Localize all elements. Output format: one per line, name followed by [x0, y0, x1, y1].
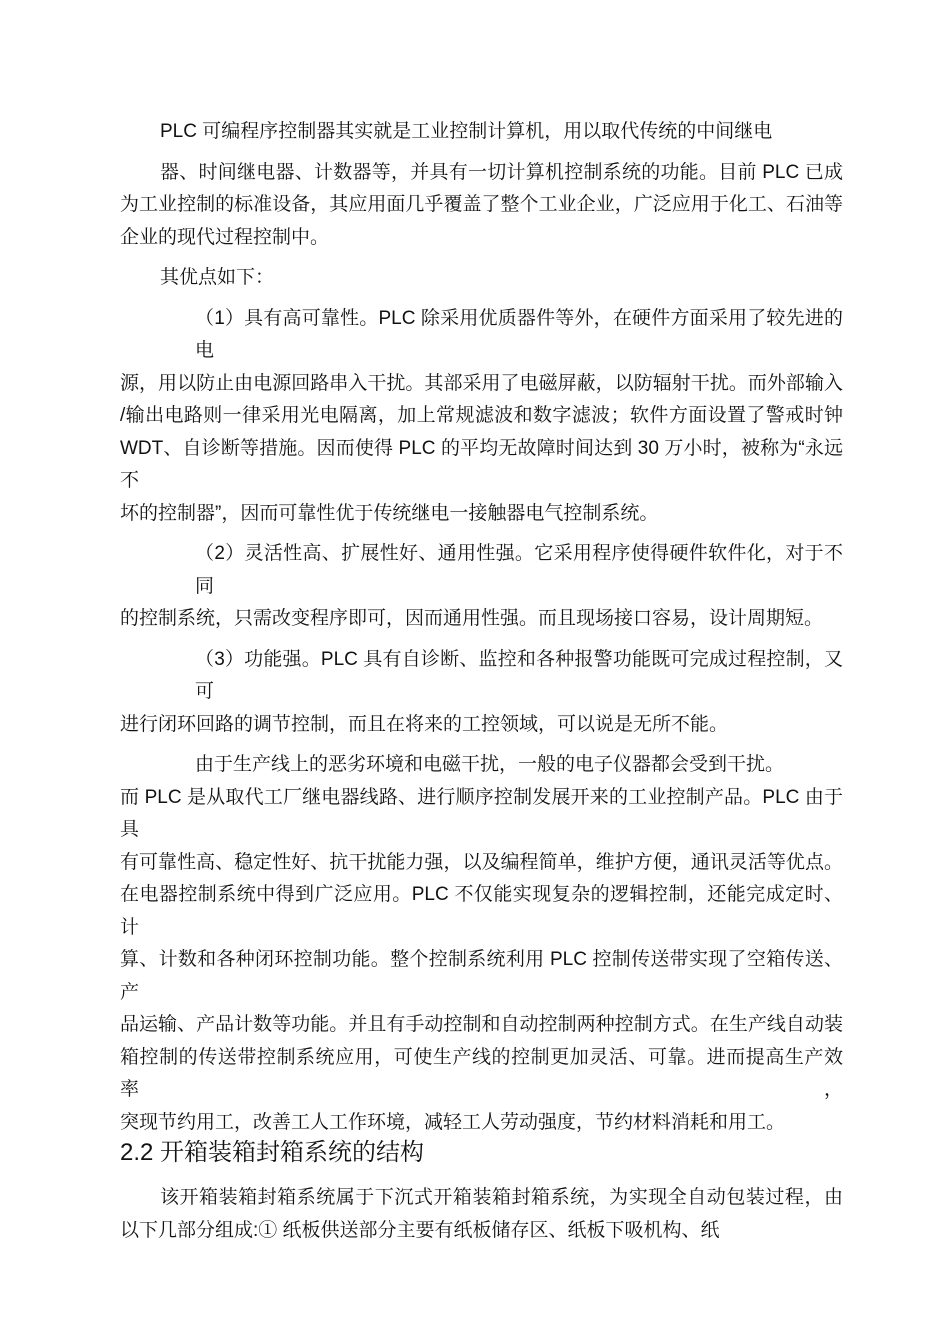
paragraph	[120, 538, 843, 636]
text-line: 为工业控制的标准设备，其应用面几乎覆盖了整个工业企业，广泛应用于化工、石油等	[120, 194, 843, 215]
text-line: /输出电路则一律采用光电隔离，加上常规滤波和数字滤波；软件方面设置了警戒时钟	[120, 405, 843, 426]
text-line: （2）灵活性高、扩展性好、通用性强。它采用程序使得硬件软件化，对于不同	[195, 543, 843, 597]
text-line: 器、时间继电器、计数器等，并具有一切计算机控制系统的功能。目前 PLC 已成	[160, 161, 843, 183]
text-line: 企业的现代过程控制中。	[120, 226, 330, 248]
text-line: 算、计数和各种闭环控制功能。整个控制系统利用 PLC 控制传送带实现了空箱传送、产	[120, 949, 843, 1003]
paragraph	[120, 262, 843, 295]
text-line: 品运输、产品计数等功能。并且有手动控制和自动控制两种控制方式。在生产线自动装	[120, 1014, 843, 1035]
text-line: 以下几部分组成:① 纸板供送部分主要有纸板储存区、纸板下吸机构、纸	[120, 1219, 720, 1241]
paragraph	[120, 157, 843, 255]
paragraph	[120, 1182, 843, 1247]
text-line: 坏的控制器”，因而可靠性优于传统继电一接触器电气控制系统。	[120, 502, 659, 524]
text-line: 的控制系统，只需改变程序即可，因而通用性强。而且现场接口容易，设计周期短。	[120, 608, 824, 629]
section-heading: 2.2 开箱装箱封箱系统的结构	[120, 1139, 425, 1166]
text-line: 箱控制的传送带控制系统应用，可使生产线的控制更加灵活、可靠。进而提高生产效率，	[120, 1046, 843, 1100]
text-line: PLC 可编程序控制器其实就是工业控制计算机，用以取代传统的中间继电	[160, 121, 773, 142]
text-line: WDT、自诊断等措施。因而使得 PLC 的平均无故障时间达到 30 万小时，被称为“永远不	[120, 437, 843, 491]
paragraph	[120, 116, 843, 149]
text-line: 突现节约用工，改善工人工作环境，减轻工人劳动强度，节约材料消耗和用工。	[120, 1111, 786, 1133]
text-line: 由于生产线上的恶劣环境和电磁干扰，一般的电子仪器都会受到干扰。	[195, 754, 785, 775]
text-line: 而 PLC 是从取代工厂继电器线路、进行顺序控制发展开来的工业控制产品。PLC 由于具	[120, 786, 843, 840]
text-line: 在电器控制系统中得到广泛应用。PLC 不仅能实现复杂的逻辑控制，还能完成定时、计	[120, 884, 843, 938]
text-line: 有可靠性高、稳定性好、抗干扰能力强，以及编程简单，维护方便，通讯灵活等优点。	[120, 851, 843, 873]
text-line: 该开箱装箱封箱系统属于下沉式开箱装箱封箱系统，为实现全自动包装过程，由	[160, 1187, 843, 1208]
paragraph	[120, 749, 843, 1139]
text-line: （1）具有高可靠性。PLC 除采用优质器件等外，在硬件方面采用了较先进的电	[195, 307, 843, 361]
text-line: 其优点如下：	[160, 267, 275, 288]
text-line: （3）功能强。PLC 具有自诊断、监控和各种报警功能既可完成过程控制，又可	[195, 648, 843, 702]
text-line: 源，用以防止由电源回路串入干扰。其部采用了电磁屏蔽，以防辐射干扰。而外部输入	[120, 372, 843, 394]
text-line: 进行闭环回路的调节控制，而且在将来的工控领域，可以说是无所不能。	[120, 713, 729, 735]
paragraph	[120, 644, 843, 742]
paragraph	[120, 303, 843, 531]
